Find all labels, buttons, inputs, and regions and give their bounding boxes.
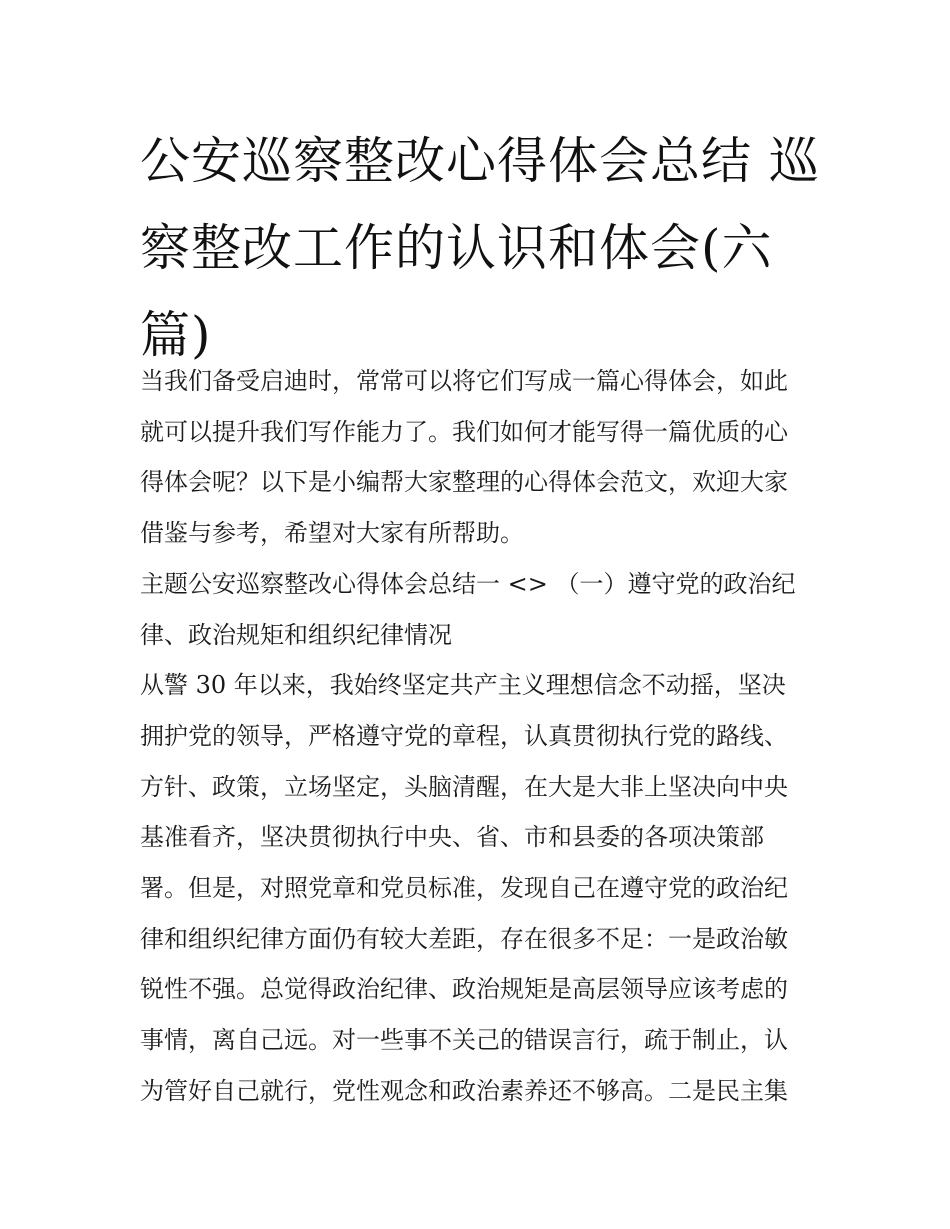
title-line: 公安巡察整改心得体会总结 巡 [140, 132, 820, 190]
text-line: 从警 30 年以来，我始终坚定共产主义理想信念不动摇，坚决 [140, 671, 786, 700]
text-line: 事情，离自己远。对一些事不关己的错误言行，疏于制止，认 [140, 1026, 788, 1055]
text-line: 律和组织纪律方面仍有较大差距，存在很多不足：一是政治敏 [140, 924, 788, 953]
text-line: 基准看齐，坚决贯彻执行中央、省、市和县委的各项决策部 [140, 823, 764, 852]
text-line: 方针、政策，立场坚定，头脑清醒，在大是大非上坚决向中央 [140, 772, 788, 801]
text-line: 得体会呢？以下是小编帮大家整理的心得体会范文，欢迎大家 [140, 468, 788, 497]
title-line: 篇) [140, 306, 212, 364]
title-line: 察整改工作的认识和体会(六 [140, 219, 773, 277]
body-paragraph [140, 660, 820, 1116]
text-line: 为管好自己就行，党性观念和政治素养还不够高。二是民主集 [140, 1076, 788, 1105]
section-heading-paragraph [140, 559, 820, 660]
text-line: 就可以提升我们写作能力了。我们如何才能写得一篇优质的心 [140, 417, 788, 446]
text-line: 拥护党的领导，严格遵守党的章程，认真贯彻执行党的路线、 [140, 721, 788, 750]
intro-paragraph [140, 356, 820, 559]
text-line: 借鉴与参考，希望对大家有所帮助。 [140, 519, 524, 548]
text-line: 署。但是，对照党章和党员标准，发现自己在遵守党的政治纪 [140, 874, 788, 903]
text-line: 主题公安巡察整改心得体会总结一 <> （一）遵守党的政治纪 [140, 569, 796, 598]
text-line: 锐性不强。总觉得政治纪律、政治规矩是高层领导应该考虑的 [140, 975, 788, 1004]
text-line: 当我们备受启迪时，常常可以将它们写成一篇心得体会，如此 [140, 367, 788, 395]
document-body [140, 356, 820, 1117]
text-line: 律、政治规矩和组织纪律情况 [140, 620, 452, 649]
document-title [140, 118, 820, 379]
